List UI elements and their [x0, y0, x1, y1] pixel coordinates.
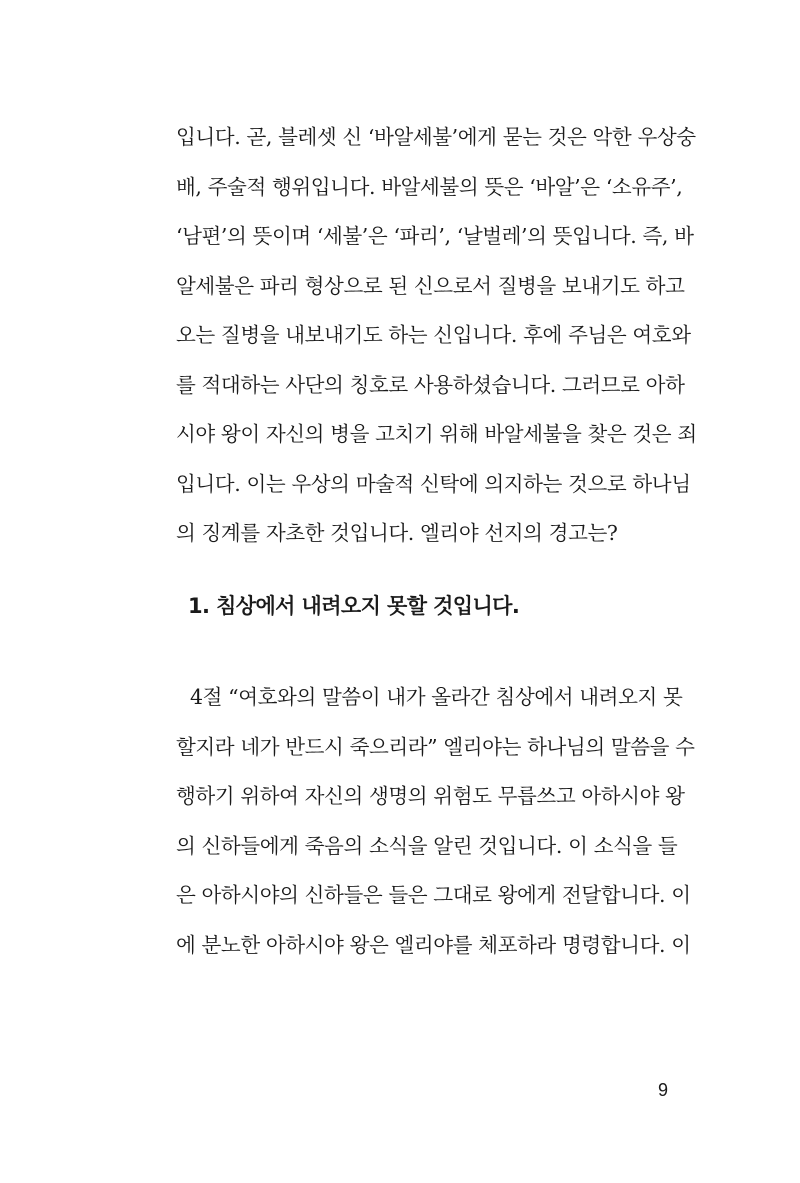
paragraph-1-line: 알세불은 파리 형상으로 된 신으로서 질병을 보내기도 하고	[176, 273, 685, 298]
paragraph-1-line: 의 징계를 자초한 것입니다. 엘리야 선지의 경고는?	[176, 521, 618, 545]
paragraph-1-line: 오는 질병을 내보내기도 하는 신입니다. 후에 주님은 여호와	[176, 323, 691, 347]
paragraph-2-line: 할지라 네가 반드시 죽으리라” 엘리야는 하나님의 말씀을 수	[176, 734, 695, 759]
paragraph-1-line: 입니다. 이는 우상의 마술적 신탁에 의지하는 것으로 하나님	[176, 471, 691, 496]
paragraph-1-line: 입니다. 곧, 블레셋 신 ‘바알세불’에게 묻는 것은 악한 우상숭	[176, 125, 696, 149]
paragraph-2-line: 4절 “여호와의 말씀이 내가 올라간 침상에서 내려오지 못	[190, 685, 683, 709]
paragraph-1-line: 시야 왕이 자신의 병을 고치기 위해 바알세불을 찾은 것은 죄	[176, 422, 697, 446]
paragraph-2-line: 의 신하들에게 죽음의 소식을 알린 것입니다. 이 소식을 들	[176, 833, 678, 858]
paragraph-2-line: 은 아하시야의 신하들은 들은 그대로 왕에게 전달합니다. 이	[176, 883, 691, 907]
section-heading: 1. 침상에서 내려오지 못할 것입니다.	[188, 594, 520, 618]
paragraph-2-line: 에 분노한 아하시야 왕은 엘리야를 체포하라 명령합니다. 이	[176, 932, 691, 957]
paragraph-1-line: ‘남편’의 뜻이며 ‘세불’은 ‘파리’, ‘날벌레’의 뜻입니다. 즉, 바	[176, 224, 694, 248]
paragraph-1-line: 를 적대하는 사단의 칭호로 사용하셨습니다. 그러므로 아하	[176, 372, 685, 397]
paragraph-2-line: 행하기 위하여 자신의 생명의 위험도 무릅쓰고 아하시야 왕	[176, 784, 685, 808]
paragraph-1-line: 배, 주술적 행위입니다. 바알세불의 뜻은 ‘바알’은 ‘소유주’,	[176, 174, 683, 199]
page-number: 9	[657, 1080, 668, 1100]
